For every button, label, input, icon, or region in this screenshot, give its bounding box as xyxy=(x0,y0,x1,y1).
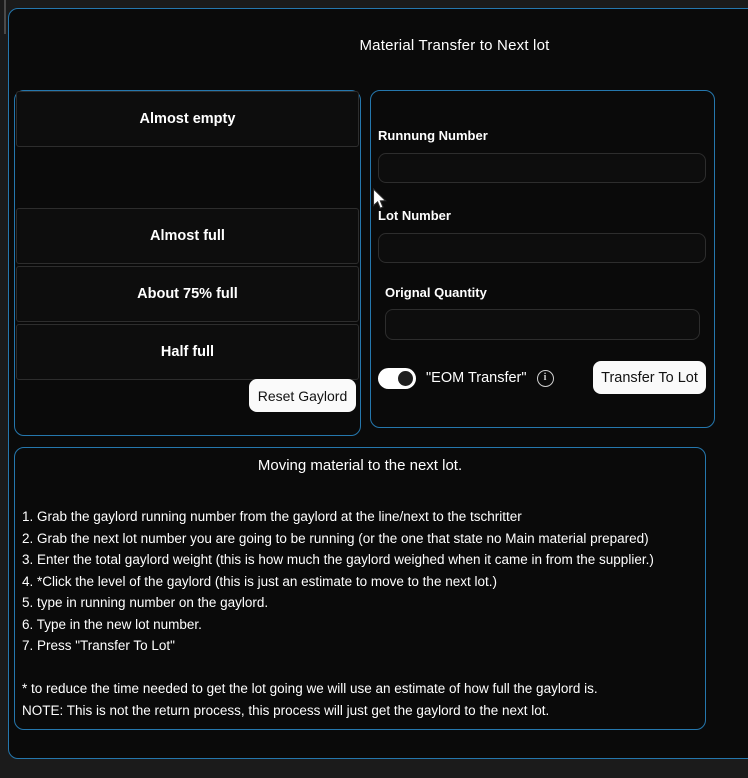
level-button-almost-empty[interactable]: Almost empty xyxy=(16,91,359,147)
instruction-step-4: 4. *Click the level of the gaylord (this is just an estimate to move to the next lot.) xyxy=(22,573,497,589)
eom-transfer-label: "EOM Transfer" xyxy=(426,370,527,386)
estimate-panel xyxy=(14,90,361,436)
running-number-label: Runnung Number xyxy=(378,128,488,143)
transfer-to-lot-button[interactable]: Transfer To Lot xyxy=(593,361,706,394)
reset-gaylord-button[interactable]: Reset Gaylord xyxy=(249,379,356,412)
info-icon[interactable]: i xyxy=(537,370,554,387)
instructions-body xyxy=(22,506,699,721)
level-button-half-full[interactable]: Half full xyxy=(16,324,359,380)
instruction-step-3: 3. Enter the total gaylord weight (this is how much the gaylord weighed when it came in from the supplier.) xyxy=(22,552,654,567)
instructions-heading: Moving material to the next lot. xyxy=(257,457,463,474)
toggle-knob xyxy=(398,371,413,386)
instruction-step-6: 6. Type in the new lot number. xyxy=(22,616,202,632)
original-quantity-label: Orignal Quantity xyxy=(385,285,487,300)
running-number-input[interactable] xyxy=(378,153,706,183)
instruction-step-7: 7. Press "Transfer To Lot" xyxy=(22,638,175,653)
instruction-step-1: 1. Grab the gaylord running number from the gaylord at the line/next to the tschritter xyxy=(22,509,522,524)
original-quantity-input[interactable] xyxy=(385,309,700,340)
left-edge-tick xyxy=(4,0,6,34)
eom-transfer-toggle[interactable] xyxy=(378,368,416,389)
material-transfer-window xyxy=(8,8,748,759)
instruction-step-5: 5. type in running number on the gaylord. xyxy=(22,595,269,610)
instruction-note: NOTE: This is not the return process, this process will just get the gaylord to the next lot. xyxy=(22,702,550,718)
instruction-step-2: 2. Grab the next lot number you are going to be running (or the one that state no Main material prepared) xyxy=(22,530,649,546)
level-button-75-full[interactable]: About 75% full xyxy=(16,266,359,322)
eom-toggle-row xyxy=(378,357,554,399)
instruction-note-asterisk: * to reduce the time needed to get the lot going we will use an estimate of how full the gaylord is. xyxy=(22,681,598,696)
instruction-spacer xyxy=(22,657,699,679)
lot-number-label: Lot Number xyxy=(378,208,451,223)
transfer-form-panel xyxy=(370,90,715,428)
level-button-almost-full[interactable]: Almost full xyxy=(16,208,359,264)
page-title: Material Transfer to Next lot xyxy=(359,37,550,54)
lot-number-input[interactable] xyxy=(378,233,706,263)
instructions-panel xyxy=(14,447,706,730)
